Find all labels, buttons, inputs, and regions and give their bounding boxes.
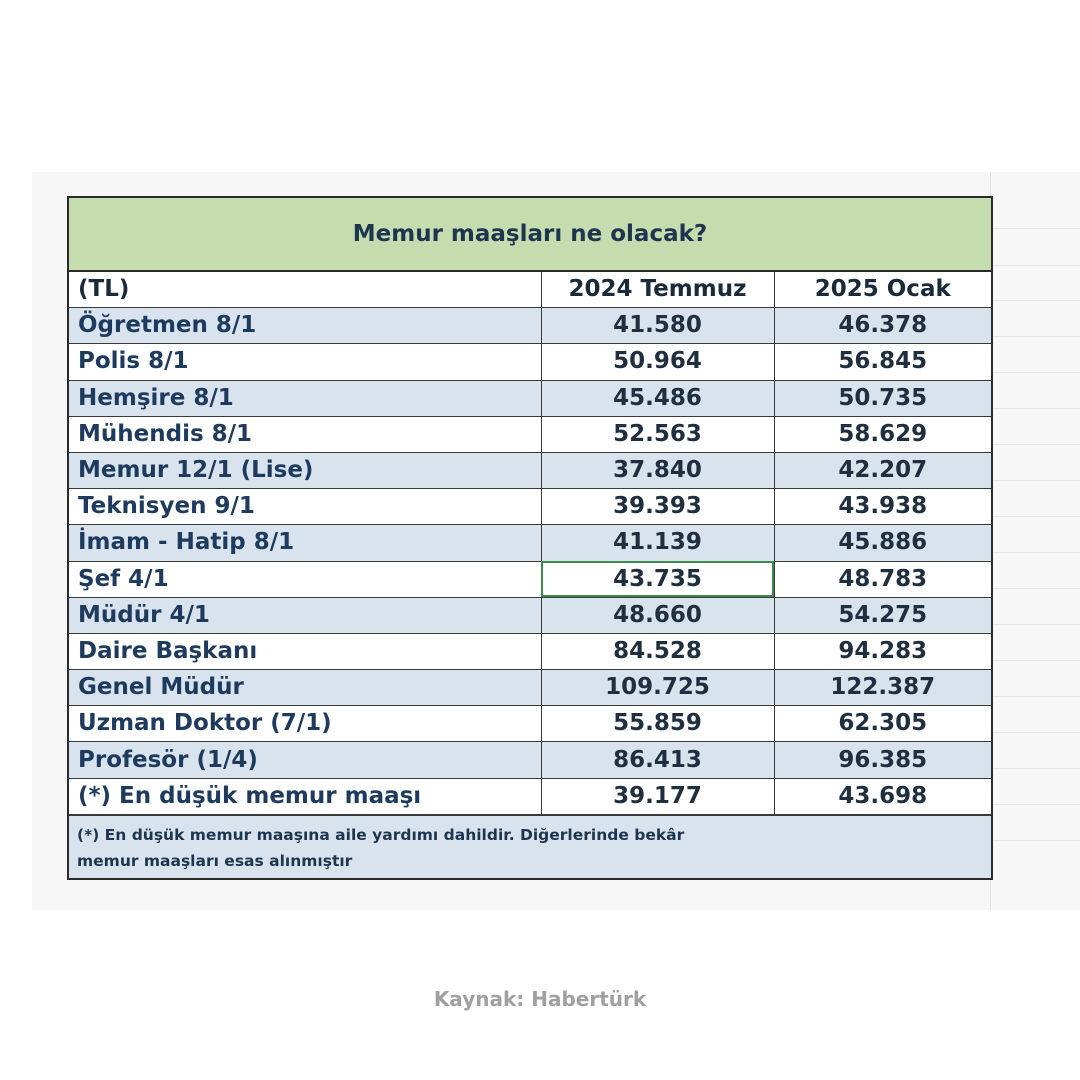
row-value-2024: 48.660 — [541, 597, 774, 633]
row-value-2024: 39.177 — [541, 778, 774, 814]
table-row — [69, 633, 991, 669]
row-value-2024: 41.139 — [541, 525, 774, 561]
row-label: Şef 4/1 — [69, 561, 541, 597]
table-row — [69, 525, 991, 561]
row-label: Öğretmen 8/1 — [69, 308, 541, 344]
spreadsheet-row-line — [990, 336, 1080, 337]
row-value-2024: 52.563 — [541, 416, 774, 452]
row-value-2025: 48.783 — [774, 561, 991, 597]
salary-grid — [69, 272, 991, 815]
table-title: Memur maaşları ne olacak? — [69, 198, 991, 272]
row-label: İmam - Hatip 8/1 — [69, 525, 541, 561]
row-value-2025: 62.305 — [774, 706, 991, 742]
row-value-2025: 56.845 — [774, 344, 991, 380]
row-label: Mühendis 8/1 — [69, 416, 541, 452]
spreadsheet-row-line — [990, 588, 1080, 589]
table-row — [69, 308, 991, 344]
row-value-2025: 43.698 — [774, 778, 991, 814]
table-row — [69, 380, 991, 416]
table-row — [69, 561, 991, 597]
table-row — [69, 706, 991, 742]
spreadsheet-row-line — [990, 516, 1080, 517]
header-2024-temmuz: 2024 Temmuz — [541, 272, 774, 308]
row-value-2024: 86.413 — [541, 742, 774, 778]
spreadsheet-row-line — [990, 408, 1080, 409]
spreadsheet-row-line — [990, 768, 1080, 769]
spreadsheet-row-line — [990, 804, 1080, 805]
row-label: Müdür 4/1 — [69, 597, 541, 633]
header-unit: (TL) — [69, 272, 541, 308]
spreadsheet-row-line — [990, 696, 1080, 697]
table-row — [69, 344, 991, 380]
table-row — [69, 489, 991, 525]
spreadsheet-row-line — [990, 732, 1080, 733]
row-value-2024: 45.486 — [541, 380, 774, 416]
row-value-2024: 84.528 — [541, 633, 774, 669]
header-row — [69, 272, 991, 308]
table-row — [69, 452, 991, 488]
spreadsheet-row-line — [990, 552, 1080, 553]
row-label: (*) En düşük memur maaşı — [69, 778, 541, 814]
spreadsheet-row-line — [990, 300, 1080, 301]
row-value-2024: 37.840 — [541, 452, 774, 488]
spreadsheet-row-line — [990, 372, 1080, 373]
row-label: Profesör (1/4) — [69, 742, 541, 778]
spreadsheet-row-line — [990, 624, 1080, 625]
spreadsheet-row-line — [990, 228, 1080, 229]
source-credit: Kaynak: Habertürk — [433, 987, 647, 1011]
salary-table — [67, 196, 993, 880]
row-value-2025: 94.283 — [774, 633, 991, 669]
selected-cell[interactable]: 43.735 — [541, 561, 774, 597]
row-value-2025: 96.385 — [774, 742, 991, 778]
spreadsheet-row-line — [990, 480, 1080, 481]
row-value-2025: 45.886 — [774, 525, 991, 561]
row-value-2025: 46.378 — [774, 308, 991, 344]
row-label: Genel Müdür — [69, 670, 541, 706]
row-label: Memur 12/1 (Lise) — [69, 452, 541, 488]
table-footnote — [69, 815, 991, 878]
spreadsheet-row-line — [990, 840, 1080, 841]
row-value-2024: 41.580 — [541, 308, 774, 344]
table-row — [69, 778, 991, 814]
table-row — [69, 670, 991, 706]
footnote-line-1: (*) En düşük memur maaşına aile yardımı dahildir. Diğerlerinde bekâr — [77, 825, 685, 844]
row-label: Hemşire 8/1 — [69, 380, 541, 416]
row-label: Daire Başkanı — [69, 633, 541, 669]
row-value-2024: 39.393 — [541, 489, 774, 525]
spreadsheet-row-line — [990, 444, 1080, 445]
row-value-2024: 55.859 — [541, 706, 774, 742]
row-label: Polis 8/1 — [69, 344, 541, 380]
row-value-2025: 122.387 — [774, 670, 991, 706]
table-row — [69, 597, 991, 633]
row-label: Teknisyen 9/1 — [69, 489, 541, 525]
header-2025-ocak: 2025 Ocak — [774, 272, 991, 308]
spreadsheet-row-line — [990, 660, 1080, 661]
table-row — [69, 416, 991, 452]
row-value-2024: 50.964 — [541, 344, 774, 380]
row-value-2025: 50.735 — [774, 380, 991, 416]
spreadsheet-row-line — [990, 265, 1080, 266]
row-value-2025: 43.938 — [774, 489, 991, 525]
row-label: Uzman Doktor (7/1) — [69, 706, 541, 742]
row-value-2024: 109.725 — [541, 670, 774, 706]
table-row — [69, 742, 991, 778]
row-value-2025: 58.629 — [774, 416, 991, 452]
footnote-line-2: memur maaşları esas alınmıştır — [77, 851, 353, 870]
row-value-2025: 42.207 — [774, 452, 991, 488]
row-value-2025: 54.275 — [774, 597, 991, 633]
